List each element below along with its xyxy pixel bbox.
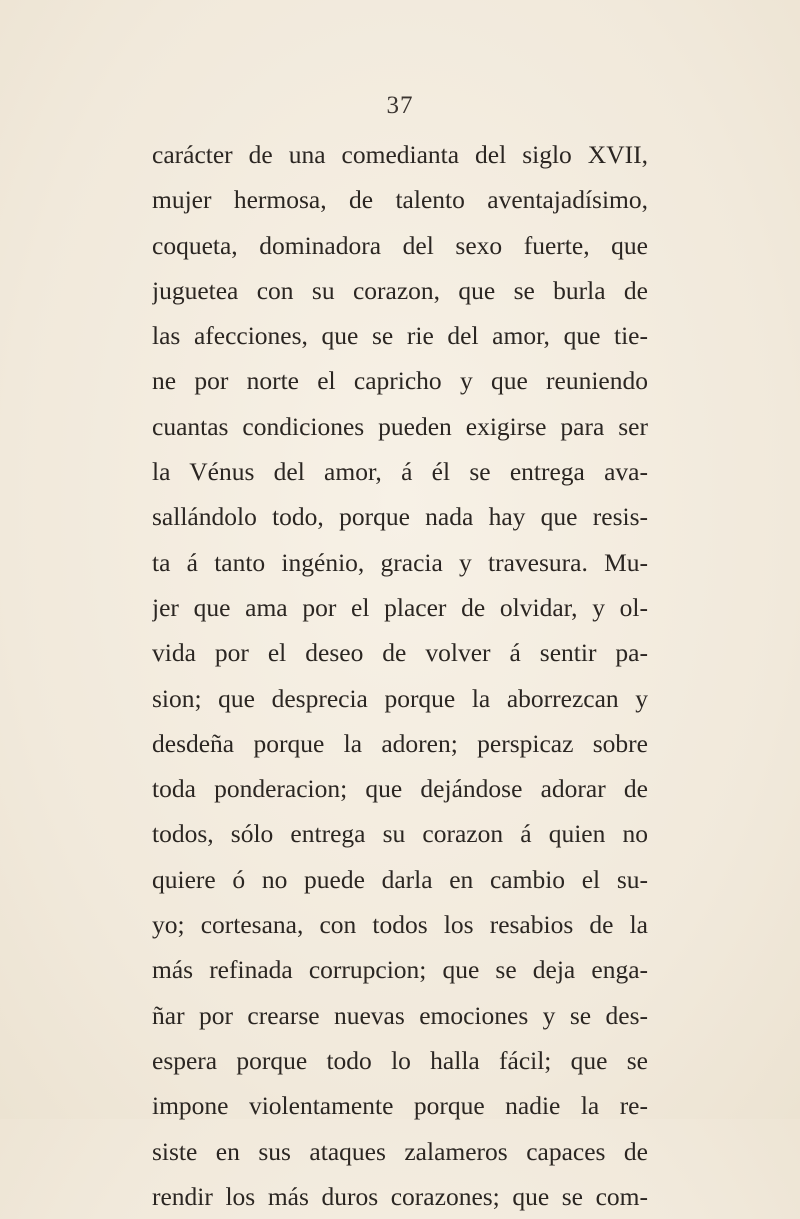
text-line: mujer hermosa, de talento aventajadísimo, bbox=[152, 185, 648, 215]
text-line: yo; cortesana, con todos los resabios de la bbox=[152, 910, 648, 940]
text-line: juguetea con su corazon, que se burla de bbox=[152, 275, 648, 305]
text-line: rendir los más duros corazones; que se com- bbox=[152, 1181, 648, 1211]
text-line: siste en sus ataques zalameros capaces de bbox=[152, 1136, 648, 1166]
text-line: ne por norte el capricho y que reuniendo bbox=[152, 366, 648, 396]
text-line: ta á tanto ingénio, gracia y travesura. Mu- bbox=[152, 547, 648, 577]
text-line: cuantas condiciones pueden exigirse para ser bbox=[152, 411, 648, 441]
text-line: vida por el deseo de volver á sentir pa- bbox=[152, 638, 648, 668]
body-text bbox=[152, 132, 648, 1219]
text-line: desdeña porque la adoren; perspicaz sobre bbox=[152, 728, 648, 758]
text-line: carácter de una comedianta del siglo XVII, bbox=[152, 140, 648, 169]
text-line: jer que ama por el placer de olvidar, y ol- bbox=[152, 592, 648, 622]
page-number: 37 bbox=[386, 92, 414, 119]
text-line: ñar por crearse nuevas emociones y se des- bbox=[152, 1000, 648, 1030]
text-line: todos, sólo entrega su corazon á quien no bbox=[152, 819, 648, 849]
text-line: toda ponderacion; que dejándose adorar de bbox=[152, 774, 648, 804]
text-line: coqueta, dominadora del sexo fuerte, que bbox=[152, 230, 648, 260]
text-line: las afecciones, que se rie del amor, que tie- bbox=[152, 321, 648, 351]
text-line: la Vénus del amor, á él se entrega ava- bbox=[152, 457, 648, 487]
text-line: sallándolo todo, porque nada hay que resis- bbox=[152, 502, 648, 532]
text-line: más refinada corrupcion; que se deja enga- bbox=[152, 955, 648, 985]
text-line: quiere ó no puede darla en cambio el su- bbox=[152, 864, 648, 894]
text-line: espera porque todo lo halla fácil; que se bbox=[152, 1045, 648, 1075]
text-line: sion; que desprecia porque la aborrezcan y bbox=[152, 683, 648, 713]
text-line: impone violentamente porque nadie la re- bbox=[152, 1091, 648, 1121]
